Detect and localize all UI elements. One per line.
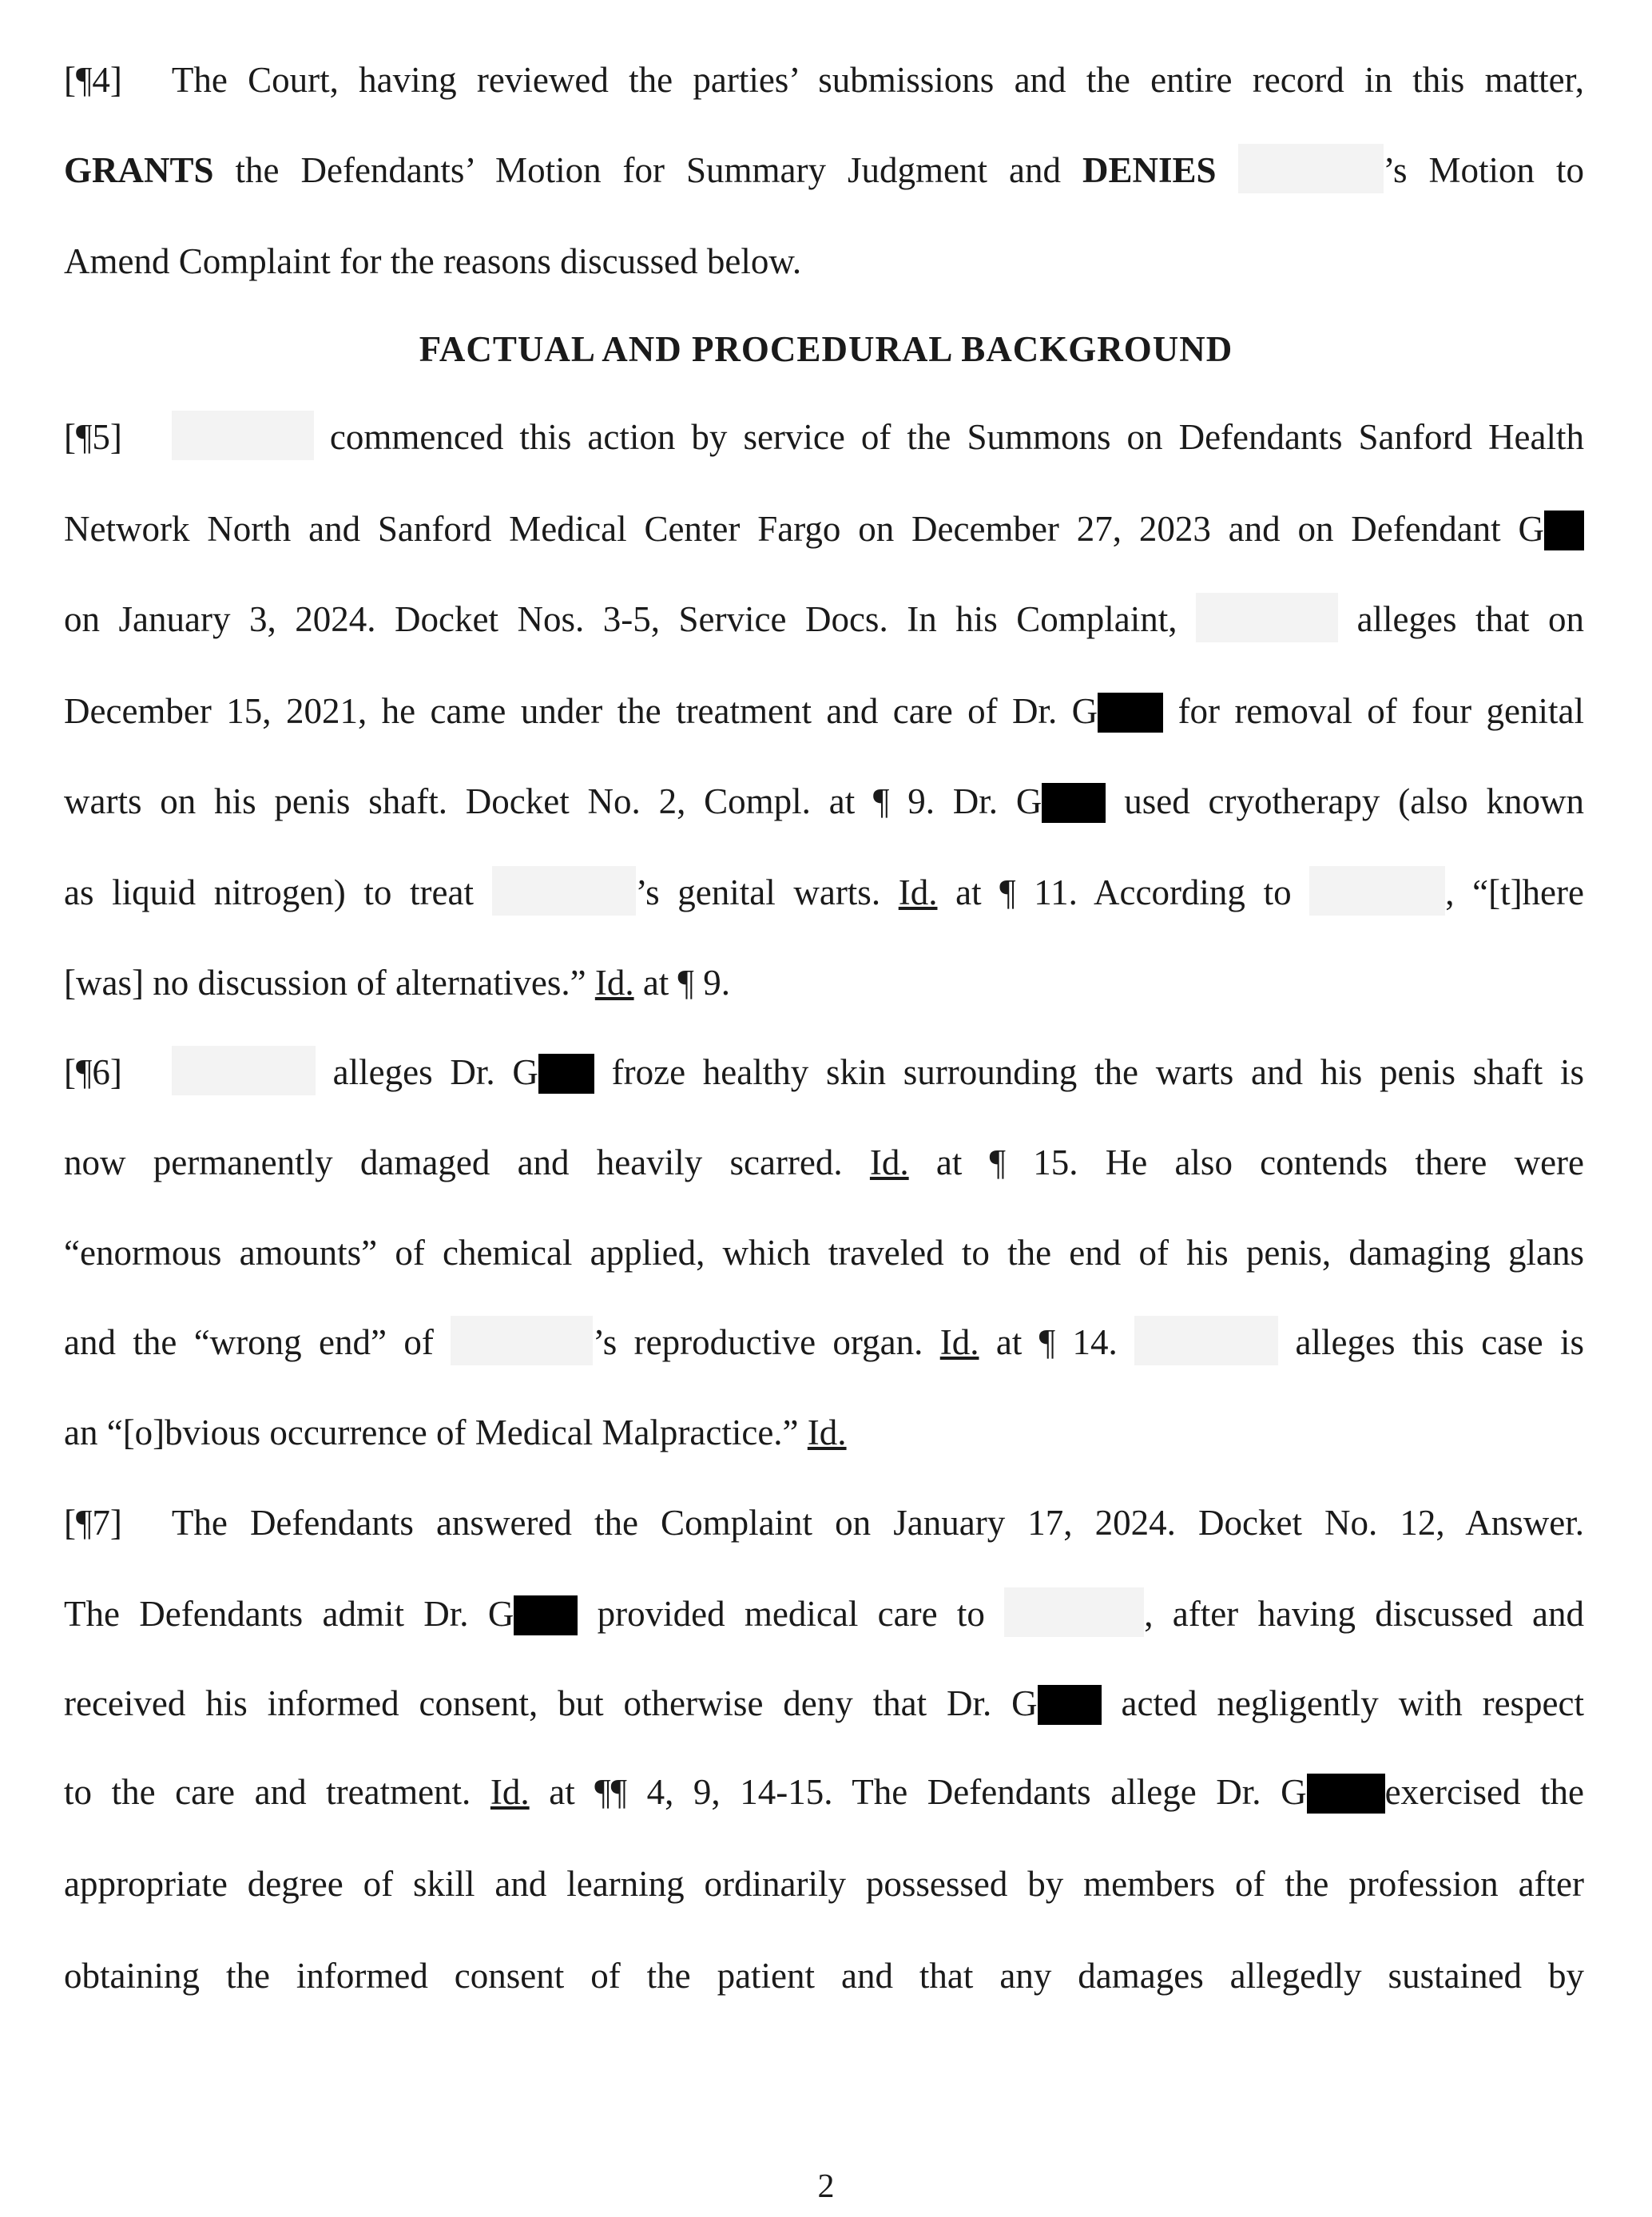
p7-marker: [¶7] [64,1503,122,1543]
redaction-blur [451,1316,593,1365]
redaction-black [1098,693,1163,733]
p6-line-3: “enormous amounts” of chemical applied, which traveled to the end of his penis, damaging glans [64,1233,1584,1273]
redaction-black [514,1595,578,1635]
redaction-blur [172,411,314,460]
p4-line-3: Amend Complaint for the reasons discussed below. [64,241,802,281]
redaction-blur [172,1046,316,1095]
redaction-black [1307,1774,1385,1814]
p5-line-7: [was] no discussion of alternatives.” Id. at ¶ 9. [64,963,730,1003]
page-number: 2 [817,2168,835,2205]
p4-line-1: [¶4] The Court, having reviewed the parties’ submissions and the entire record in this matter, [64,60,1584,100]
p5-line-4: December 15, 2021, he came under the treatment and care of Dr. G for removal of four genital [64,691,1585,731]
redaction-black [1038,1685,1102,1725]
redaction-black [1544,511,1584,550]
redaction-black [1042,783,1106,823]
redaction-blur [1238,144,1384,193]
redaction-blur [1134,1316,1278,1365]
p5-line-5: warts on his penis shaft. Docket No. 2, Compl. at ¶ 9. Dr. G used cryotherapy (also known [64,781,1584,821]
p5-line-1: [¶5] commenced this action by service of the Summons on Defendants Sanford Health [64,413,1584,461]
p6-line-4: and the “wrong end” of ’s reproductive organ. Id. at ¶ 14. alleges this case is [64,1318,1584,1366]
redaction-blur [1004,1587,1144,1637]
redaction-blur [1309,866,1445,916]
p7-line-1: [¶7] The Defendants answered the Complaint on January 17, 2024. Docket No. 12, Answer. [64,1503,1584,1543]
p7-line-5: appropriate degree of skill and learning ordinarily possessed by members of the profession after [64,1864,1584,1904]
redaction-blur [1196,593,1338,642]
section-heading: FACTUAL AND PROCEDURAL BACKGROUND [419,329,1233,369]
p7-line-3: received his informed consent, but otherwise deny that Dr. G acted negligently with respect [64,1683,1584,1723]
p6-line-5: an “[o]bvious occurrence of Medical Malpractice.” Id. [64,1412,847,1452]
p7-line-6: obtaining the informed consent of the patient and that any damages allegedly sustained by [64,1956,1584,1996]
p7-line-4: to the care and treatment. Id. at ¶¶ 4, 9, 14-15. The Defendants allege Dr. G exercised the [64,1772,1585,1812]
p4-marker: [¶4] [64,60,122,100]
p7-line-2: The Defendants admit Dr. G provided medical care to , after having discussed and [64,1590,1584,1638]
redaction-blur [492,866,636,916]
redaction-black [538,1054,594,1094]
p5-line-3: on January 3, 2024. Docket Nos. 3-5, Service Docs. In his Complaint, alleges that on [64,595,1584,643]
p6-line-1: [¶6] alleges Dr. G froze healthy skin surrounding the warts and his penis shaft is [64,1048,1584,1096]
p5-line-2: Network North and Sanford Medical Center Fargo on December 27, 2023 and on Defendant G [64,505,1584,553]
p4-line-2: GRANTS the Defendants’ Motion for Summary Judgment and DENIES ’s Motion to [64,146,1584,194]
p6-marker: [¶6] [64,1052,122,1092]
p6-line-2: now permanently damaged and heavily scarred. Id. at ¶ 15. He also contends there were [64,1142,1585,1182]
p5-marker: [¶5] [64,417,122,457]
p5-line-6: as liquid nitrogen) to treat ’s genital warts. Id. at ¶ 11. According to , “[t]here [64,868,1584,916]
